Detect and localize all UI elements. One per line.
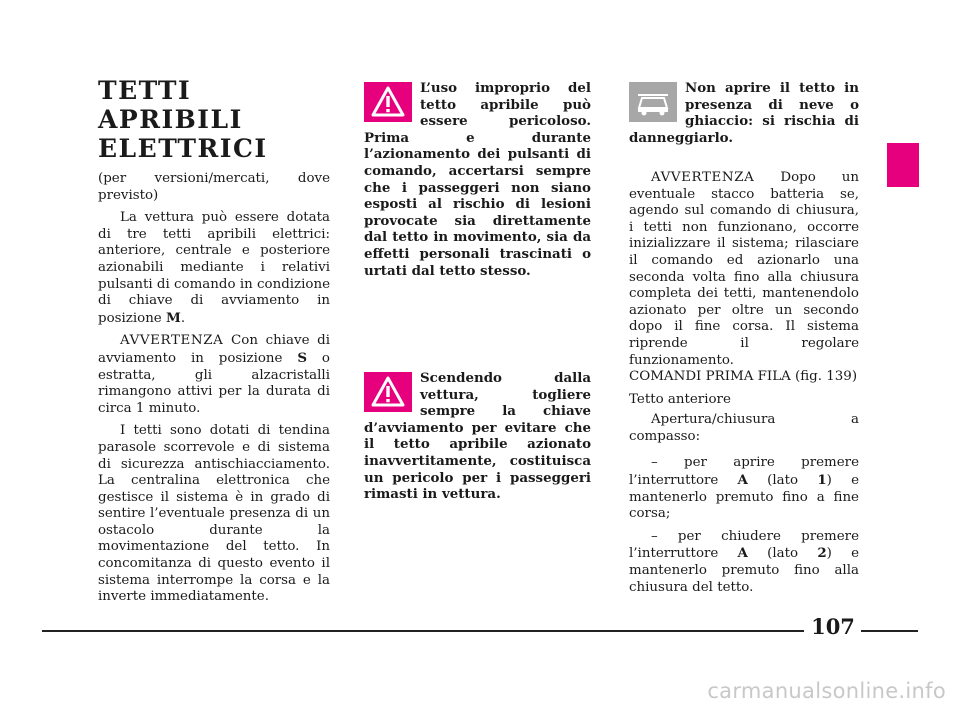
warning-block-1: L’uso improprio del tetto apribile può essere pericoloso. Prima e durante l’azionamento dei pulsanti di comando, accertarsi sempre che i passeggeri non siano esposti al rischio di lesioni provocate sia direttamente dal tetto in movimento, sia da effetti personali trascinati o urtati dal tetto stesso. — [364, 80, 591, 279]
column-2-lower — [364, 370, 591, 503]
paragraph-safety: I tetti sono dotati di tendina parasole scorrevole e di sistema di sicurezza antischiacciamento. La centralina elettronica che gestisce il sistema è in grado di sentire l’eventuale presenza di un ostacolo durante la movimentazione del tetto. In concomitanza di questo evento il sistema interrompe la corsa e la inverte immediatamente. — [98, 423, 330, 605]
paragraph-avvertenza: AVVERTENZA Con chiave di avviamento in posizione S o estratta, gli alzacristalli rimangono attivi per la durata di circa 1 minuto. — [98, 333, 330, 416]
column-3-commands — [629, 369, 859, 602]
subtitle: (per versioni/mercati, dove previsto) — [98, 171, 330, 203]
column-1 — [98, 76, 330, 612]
column-3-body — [629, 170, 859, 375]
column-3 — [629, 80, 859, 146]
watermark: carmanualsonline.info — [707, 679, 946, 703]
sub-title: Tetto anteriore — [629, 391, 731, 407]
footer-rule-left — [42, 630, 804, 632]
warning-block-2: Scendendo dalla vettura, togliere sempre la chiave d’avviamento per evitare che il tetto apribile azionato inavvertitamente, costituisca un pericolo per i passeggeri rimasti in vettura. — [364, 370, 591, 503]
column-2 — [364, 80, 591, 279]
close-instruction: – per chiudere premere l’interruttore A (lato 2) e mantenerlo premuto fino alla chiusura del tetto. — [629, 528, 860, 595]
warning-triangle-icon — [364, 82, 412, 122]
page-number: 107 — [811, 614, 855, 639]
section-tab-marker — [887, 143, 919, 187]
footer-rule-right — [861, 630, 918, 632]
note-block: Non aprire il tetto in presenza di neve o ghiaccio: si rischia di danneggiarlo. — [629, 80, 859, 146]
paragraph-intro: La vettura può essere dotata di tre tetti apribili elettrici: anteriore, centrale e posteriore azionabili mediante i relativi pulsanti di comando in condizione di chiave di avviamento in posizione M. — [98, 210, 330, 326]
warning-triangle-icon — [364, 372, 412, 412]
section-title: COMANDI PRIMA FILA (fig. 139) — [629, 369, 858, 384]
open-instruction: – per aprire premere l’interruttore A (lato 1) e mantenerlo premuto fino a fine corsa; — [629, 455, 860, 522]
opening-mode: Apertura/chiusura a compasso: — [629, 412, 859, 444]
paragraph-avvertenza-reset: AVVERTENZA Dopo un eventuale stacco batteria se, agendo sul comando di chiusura, i tetti non funzionano, occorre inizializzare il sistema; rilasciare il comando ed azionarlo una seconda volta fino alla chiusura completa dei tetti, mantenendolo azionato per oltre un secondo dopo il fine corsa. Il sistema riprende il regolare funzionamento. — [629, 170, 859, 368]
page-title: TETTI APRIBILI ELETTRICI — [98, 76, 268, 163]
car-snow-roof-icon — [629, 82, 677, 122]
